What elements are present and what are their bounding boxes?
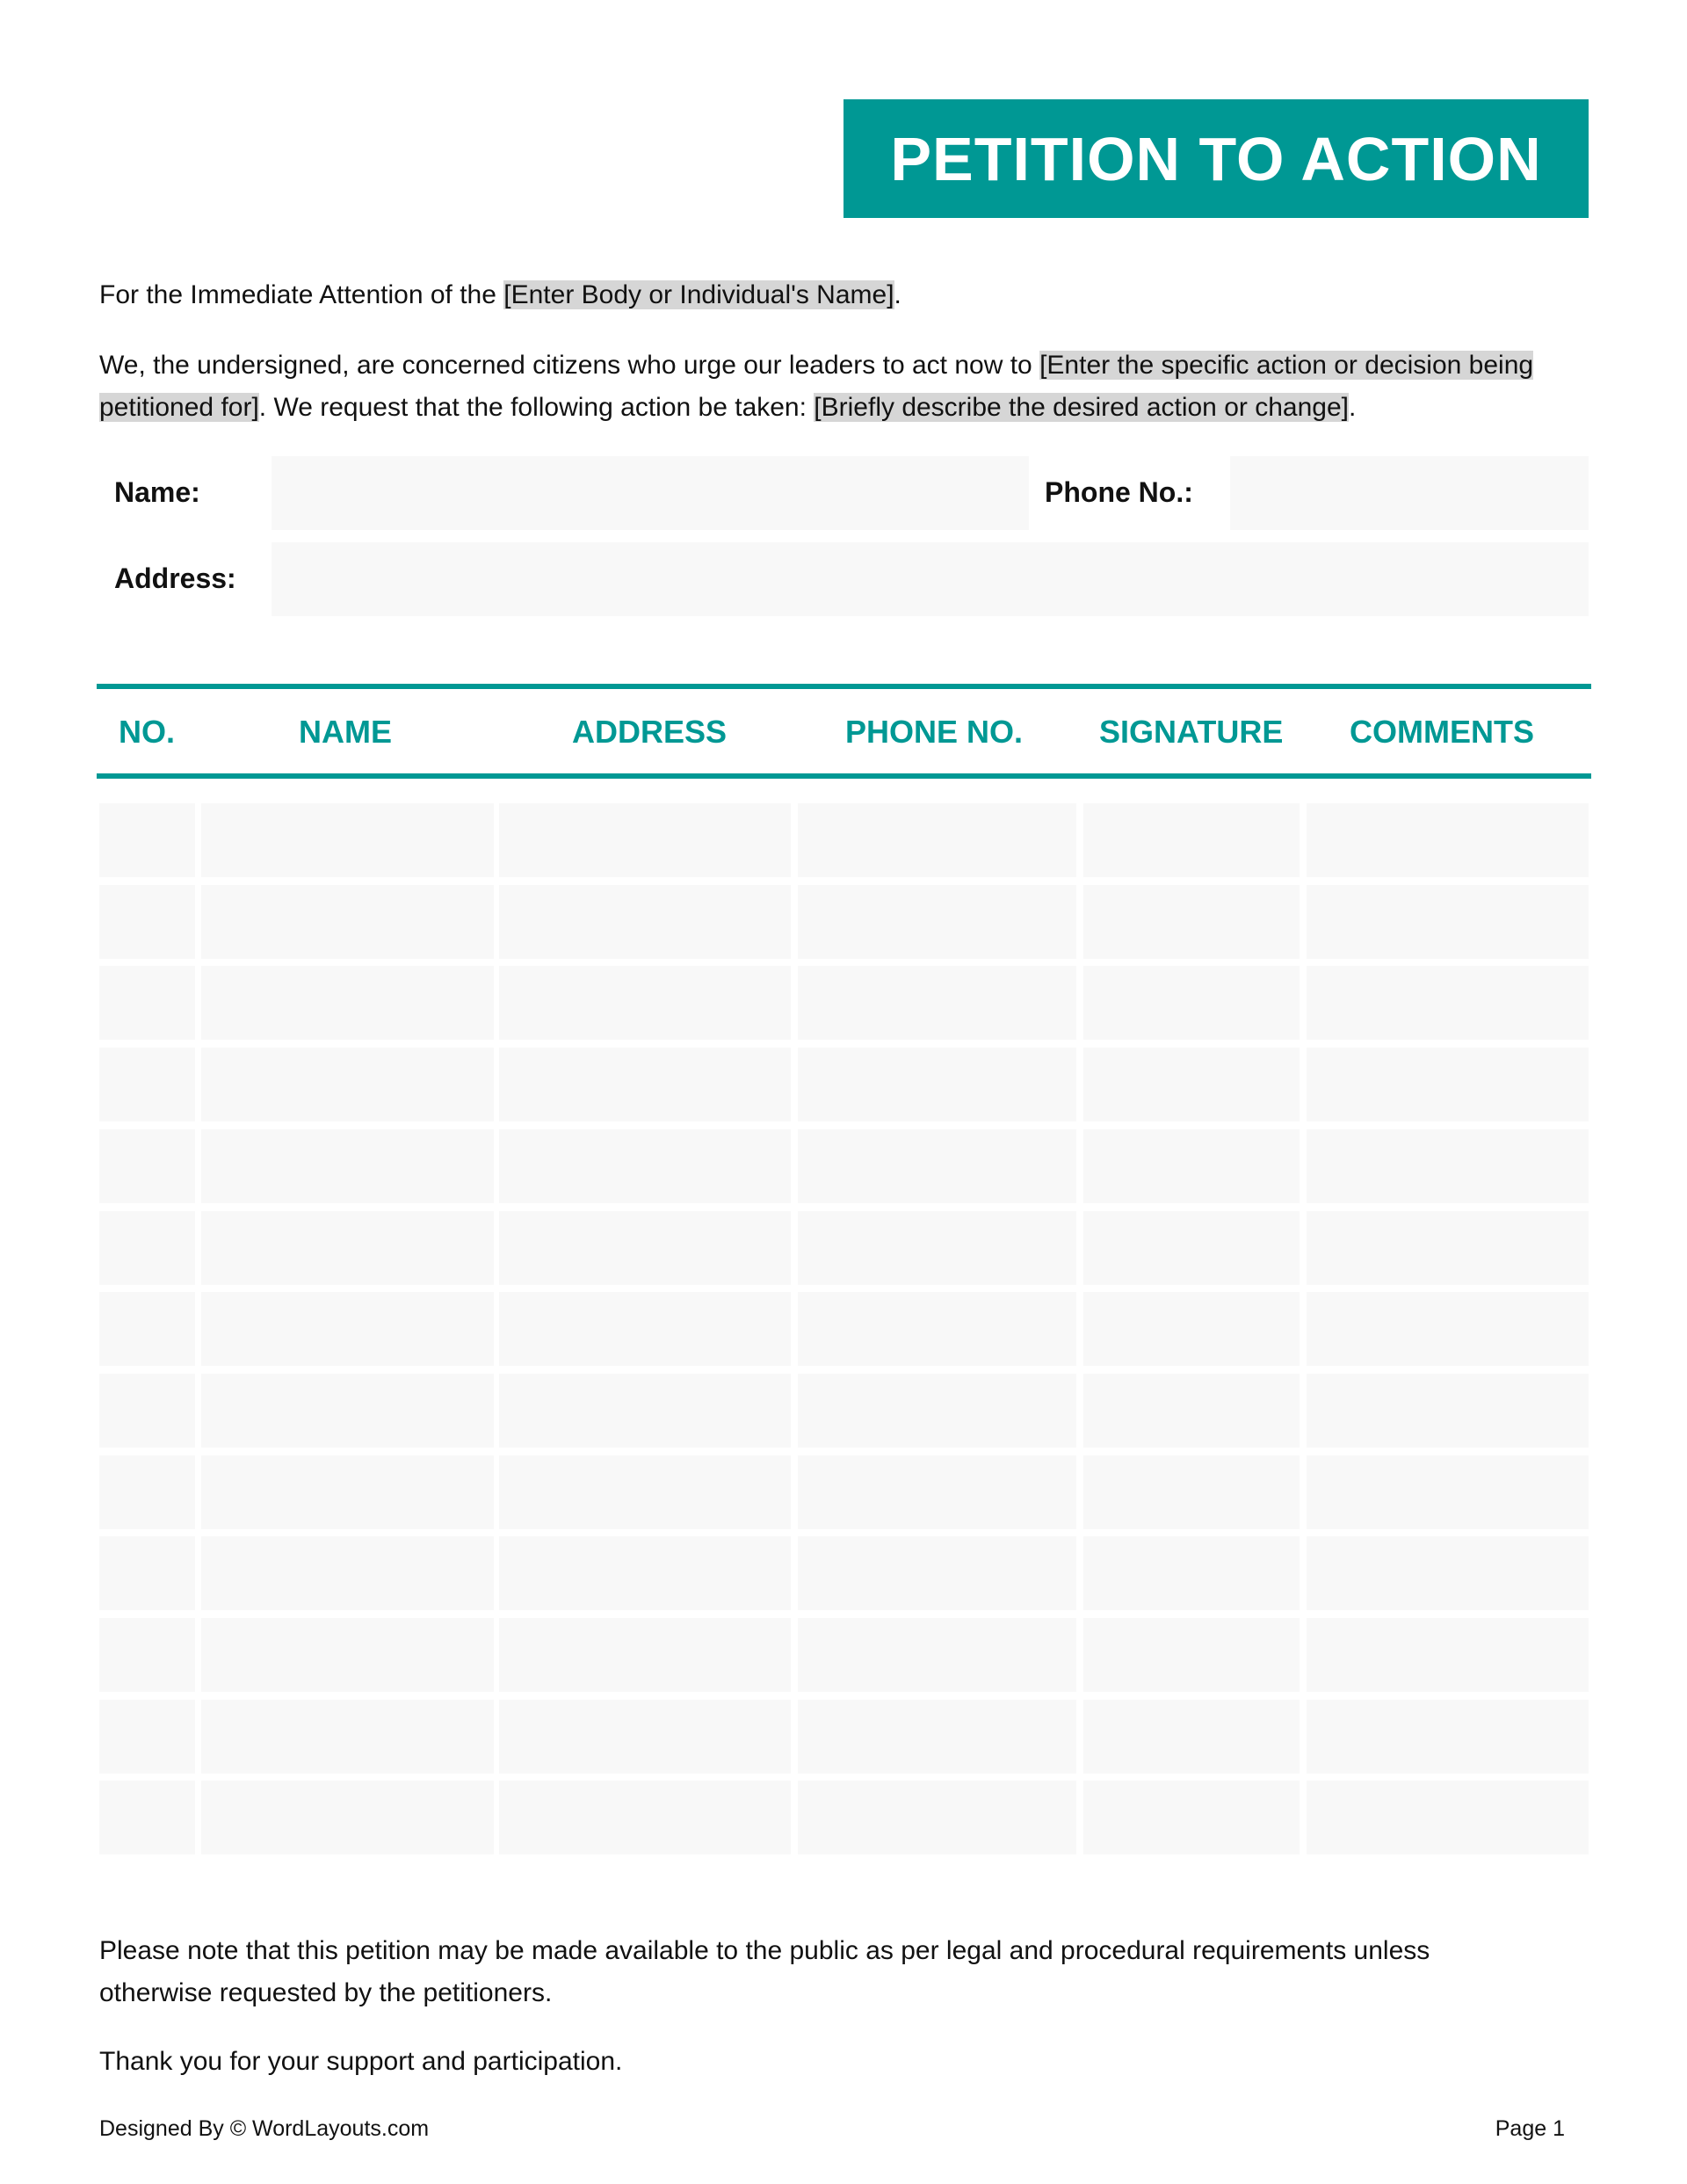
cell-comments[interactable] <box>1307 1048 1589 1121</box>
intro-text: . We request that the following action be taken: <box>258 393 815 422</box>
cell-comments[interactable] <box>1307 885 1589 959</box>
cell-address[interactable] <box>499 1781 791 1854</box>
cell-comments[interactable] <box>1307 1455 1589 1529</box>
cell-comments[interactable] <box>1307 966 1589 1040</box>
cell-comments[interactable] <box>1307 803 1589 877</box>
cell-name[interactable] <box>201 1211 494 1285</box>
cell-name[interactable] <box>201 1455 494 1529</box>
cell-name[interactable] <box>201 1618 494 1692</box>
cell-address[interactable] <box>499 1211 791 1285</box>
cell-name[interactable] <box>201 1048 494 1121</box>
cell-address[interactable] <box>499 1129 791 1203</box>
cell-phone[interactable] <box>798 1781 1076 1854</box>
cell-no[interactable] <box>99 966 195 1040</box>
footer-credit: Designed By © WordLayouts.com <box>99 2116 430 2141</box>
cell-phone[interactable] <box>798 1455 1076 1529</box>
title-banner <box>844 99 1589 218</box>
cell-comments[interactable] <box>1307 1211 1589 1285</box>
table-top-rule <box>97 684 1591 689</box>
cell-signature[interactable] <box>1083 1048 1300 1121</box>
cell-no[interactable] <box>99 1374 195 1448</box>
intro-text: We, the undersigned, are concerned citizens who urge our leaders to act now to <box>99 351 1040 380</box>
cell-comments[interactable] <box>1307 1129 1589 1203</box>
cell-phone[interactable] <box>798 885 1076 959</box>
cell-name[interactable] <box>201 803 494 877</box>
header-phone: PHONE NO. <box>845 714 1024 750</box>
cell-phone[interactable] <box>798 1211 1076 1285</box>
cell-comments[interactable] <box>1307 1374 1589 1448</box>
cell-address[interactable] <box>499 1455 791 1529</box>
cell-no[interactable] <box>99 1781 195 1854</box>
cell-no[interactable] <box>99 1129 195 1203</box>
cell-no[interactable] <box>99 1292 195 1366</box>
cell-signature[interactable] <box>1083 1129 1300 1203</box>
cell-address[interactable] <box>499 1374 791 1448</box>
cell-name[interactable] <box>201 1700 494 1774</box>
cell-phone[interactable] <box>798 1048 1076 1121</box>
cell-name[interactable] <box>201 1292 494 1366</box>
header-address: ADDRESS <box>572 714 728 750</box>
cell-phone[interactable] <box>798 1374 1076 1448</box>
phone-field[interactable] <box>1230 456 1589 530</box>
intro-text: . <box>1348 393 1357 422</box>
header-name: NAME <box>299 714 392 750</box>
cell-phone[interactable] <box>798 966 1076 1040</box>
cell-phone[interactable] <box>798 803 1076 877</box>
cell-phone[interactable] <box>798 1618 1076 1692</box>
cell-address[interactable] <box>499 1700 791 1774</box>
address-field[interactable] <box>272 542 1589 616</box>
cell-phone[interactable] <box>798 1536 1076 1610</box>
cell-name[interactable] <box>201 1129 494 1203</box>
cell-no[interactable] <box>99 1536 195 1610</box>
cell-signature[interactable] <box>1083 803 1300 877</box>
cell-comments[interactable] <box>1307 1536 1589 1610</box>
cell-name[interactable] <box>201 1781 494 1854</box>
cell-name[interactable] <box>201 1374 494 1448</box>
cell-no[interactable] <box>99 1048 195 1121</box>
cell-signature[interactable] <box>1083 1781 1300 1854</box>
cell-comments[interactable] <box>1307 1292 1589 1366</box>
cell-no[interactable] <box>99 1618 195 1692</box>
cell-signature[interactable] <box>1083 1292 1300 1366</box>
public-note: Please note that this petition may be made available to the public as per legal and procedural requirements unless otherwise requested by the petitioners. <box>99 1936 1430 2007</box>
cell-phone[interactable] <box>798 1292 1076 1366</box>
cell-signature[interactable] <box>1083 1455 1300 1529</box>
cell-address[interactable] <box>499 803 791 877</box>
cell-signature[interactable] <box>1083 885 1300 959</box>
header-no: NO. <box>119 714 176 750</box>
cell-no[interactable] <box>99 1211 195 1285</box>
cell-phone[interactable] <box>798 1700 1076 1774</box>
name-field[interactable] <box>272 456 1029 530</box>
thanks-text: Thank you for your support and participation. <box>99 2047 623 2076</box>
cell-address[interactable] <box>499 1292 791 1366</box>
address-label: Address: <box>114 562 236 594</box>
cell-no[interactable] <box>99 803 195 877</box>
cell-address[interactable] <box>499 966 791 1040</box>
header-comments: COMMENTS <box>1350 714 1534 750</box>
cell-comments[interactable] <box>1307 1781 1589 1854</box>
cell-signature[interactable] <box>1083 1536 1300 1610</box>
cell-address[interactable] <box>499 1536 791 1610</box>
cell-signature[interactable] <box>1083 1618 1300 1692</box>
cell-comments[interactable] <box>1307 1618 1589 1692</box>
cell-address[interactable] <box>499 885 791 959</box>
name-label: Name: <box>114 476 200 508</box>
cell-signature[interactable] <box>1083 1374 1300 1448</box>
intro-text: For the Immediate Attention of the <box>99 280 504 309</box>
cell-signature[interactable] <box>1083 966 1300 1040</box>
cell-name[interactable] <box>201 966 494 1040</box>
intro-text: . <box>894 280 901 309</box>
cell-signature[interactable] <box>1083 1211 1300 1285</box>
page-number: Page 1 <box>1495 2116 1565 2141</box>
cell-no[interactable] <box>99 1455 195 1529</box>
cell-address[interactable] <box>499 1618 791 1692</box>
cell-comments[interactable] <box>1307 1700 1589 1774</box>
cell-no[interactable] <box>99 1700 195 1774</box>
cell-name[interactable] <box>201 885 494 959</box>
intro-paragraph-1 <box>99 274 1593 316</box>
cell-phone[interactable] <box>798 1129 1076 1203</box>
page-title: PETITION TO ACTION <box>890 124 1542 193</box>
change-placeholder[interactable]: [Briefly describe the desired action or change] <box>814 393 1349 422</box>
header-signature: SIGNATURE <box>1099 714 1284 750</box>
cell-signature[interactable] <box>1083 1700 1300 1774</box>
action-placeholder[interactable]: [Enter the specific action or decision being petitioned for] <box>99 351 1534 422</box>
table-header-rule <box>97 773 1591 779</box>
cell-address[interactable] <box>499 1048 791 1121</box>
body-name-placeholder[interactable]: [Enter Body or Individual's Name] <box>503 280 894 309</box>
cell-no[interactable] <box>99 885 195 959</box>
cell-name[interactable] <box>201 1536 494 1610</box>
phone-label: Phone No.: <box>1045 476 1193 508</box>
intro-paragraph-2 <box>99 345 1593 429</box>
